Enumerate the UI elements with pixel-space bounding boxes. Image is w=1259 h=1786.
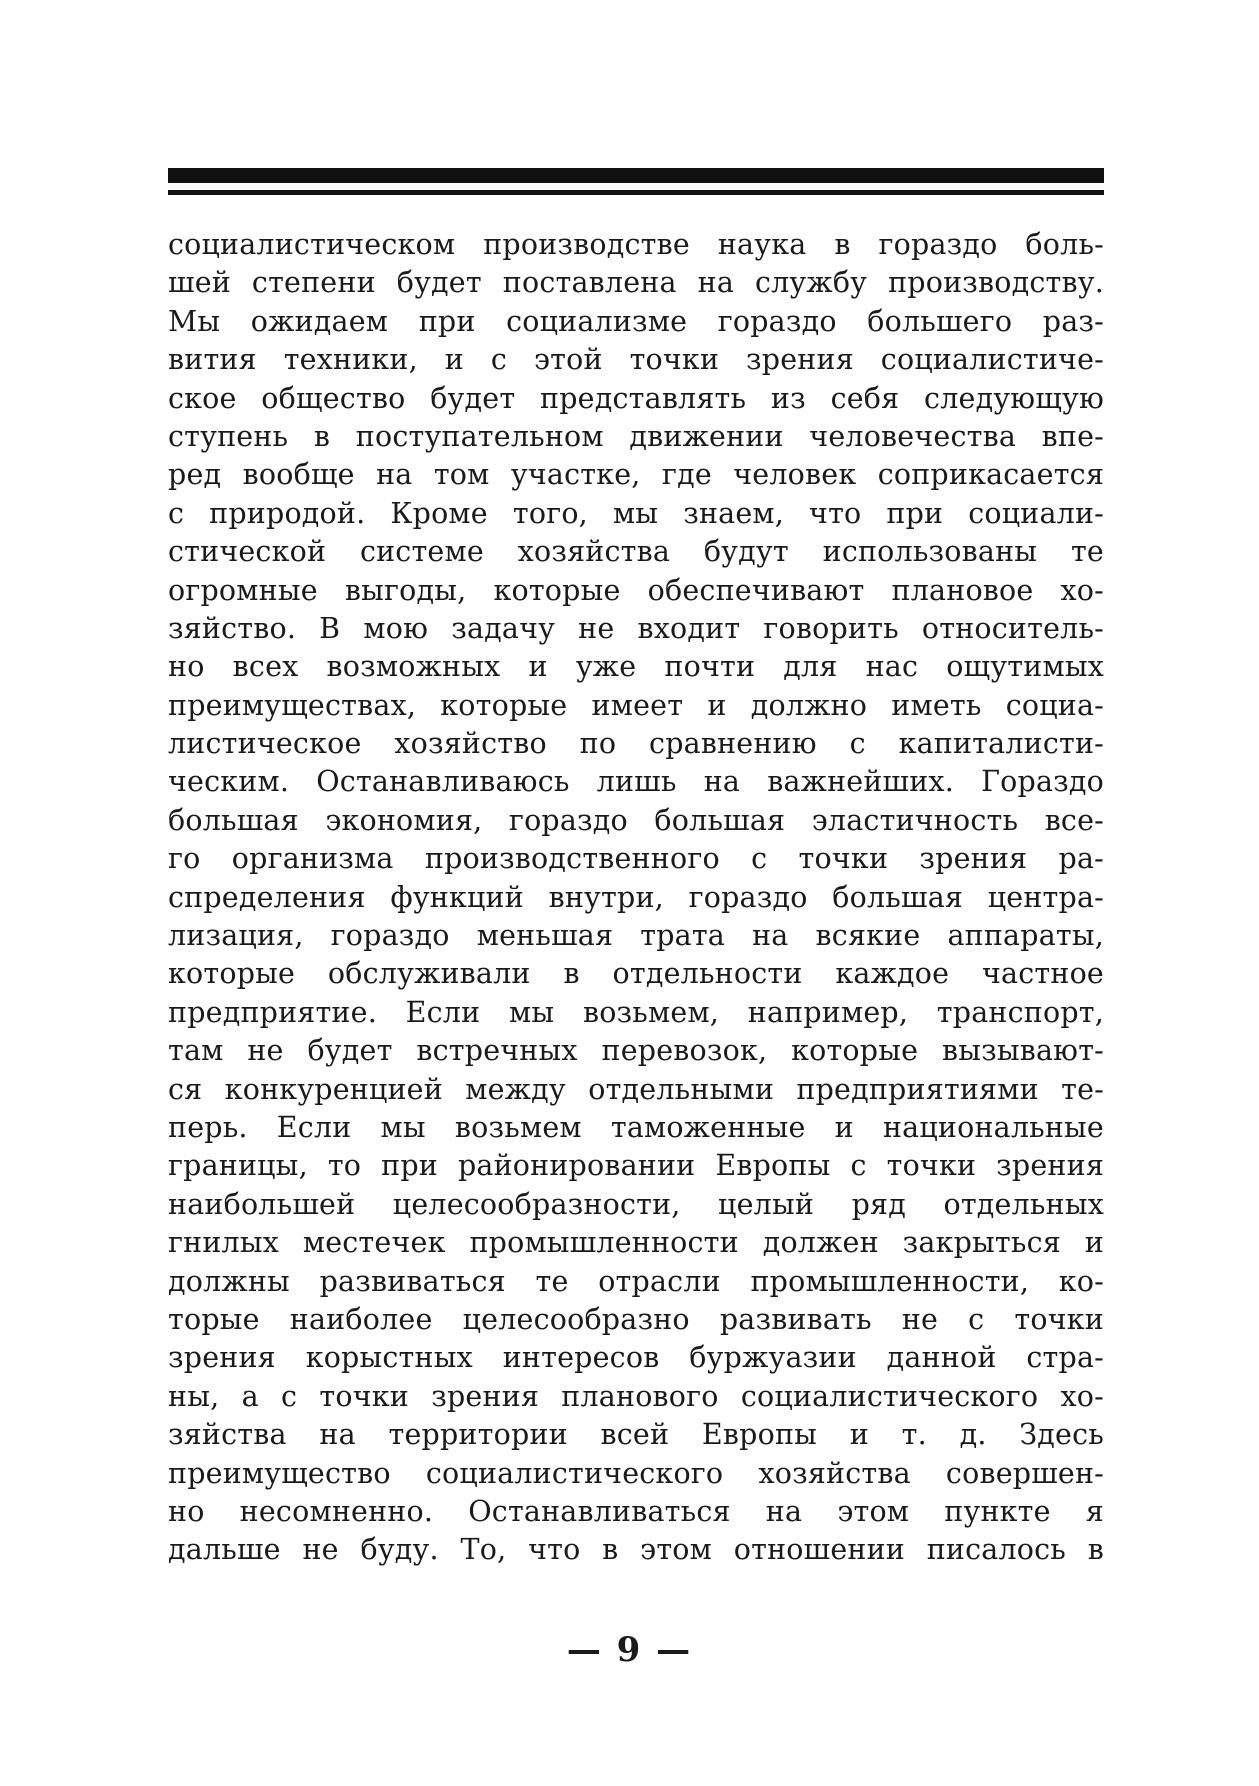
text-line: но несомненно. Останавливаться на этом пункте я bbox=[168, 1494, 1104, 1528]
header-rule-thick bbox=[168, 168, 1104, 183]
text-line: зяйство. В мою задачу не входит говорить относитель- bbox=[168, 611, 1104, 645]
text-line: перь. Если мы возьмем таможенные и национальные bbox=[168, 1110, 1104, 1144]
header-rule-thin bbox=[168, 190, 1104, 195]
text-line: ступень в поступательном движении человечества впе- bbox=[168, 419, 1104, 453]
text-line: зяйства на территории всей Европы и т. д. Здесь bbox=[168, 1418, 1104, 1452]
text-line: преимущество социалистического хозяйства совершен- bbox=[168, 1456, 1104, 1490]
text-line: гнилых местечек промышленности должен закрыться и bbox=[168, 1226, 1104, 1260]
text-line: ны, а с точки зрения планового социалистического хо- bbox=[168, 1379, 1104, 1413]
text-line: лизация, гораздо меньшая трата на всякие аппараты, bbox=[168, 919, 1104, 953]
page-number: — 9 — bbox=[566, 1630, 693, 1670]
text-line: ся конкуренцией между отдельными предприятиями те- bbox=[168, 1072, 1104, 1106]
text-line: которые обслуживали в отдельности каждое частное bbox=[168, 957, 1104, 991]
text-line: го организма производственного с точки зрения ра- bbox=[168, 842, 1104, 876]
text-line: спределения функций внутри, гораздо большая центра- bbox=[168, 880, 1104, 914]
text-line: вития техники, и с этой точки зрения социалистиче- bbox=[168, 343, 1104, 377]
text-line: ское общество будет представлять из себя следующую bbox=[168, 381, 1104, 415]
text-line: ческим. Останавливаюсь лишь на важнейших. Гораздо bbox=[168, 765, 1104, 799]
text-line: дальше не буду. То, что в этом отношении писалось в bbox=[168, 1533, 1104, 1567]
text-line: зрения корыстных интересов буржуазии данной стра- bbox=[168, 1341, 1104, 1375]
text-line: границы, то при районировании Европы с точки зрения bbox=[168, 1149, 1104, 1183]
body-text bbox=[168, 226, 1104, 1570]
text-line: преимуществах, которые имеет и должно иметь социа- bbox=[168, 688, 1104, 722]
text-line: ред вообще на том участке, где человек соприкасается bbox=[168, 458, 1104, 492]
text-line: наибольшей целесообразности, целый ряд отдельных bbox=[168, 1187, 1104, 1221]
text-line: шей степени будет поставлена на службу производству. bbox=[168, 266, 1104, 300]
text-line: социалистическом производстве наука в гораздо боль- bbox=[168, 228, 1104, 261]
text-line: но всех возможных и уже почти для нас ощутимых bbox=[168, 650, 1104, 684]
text-line: огромные выгоды, которые обеспечивают плановое хо- bbox=[168, 573, 1104, 607]
text-line: с природой. Кроме того, мы знаем, что при социали- bbox=[168, 496, 1104, 530]
text-line: большая экономия, гораздо большая эластичность все- bbox=[168, 803, 1104, 837]
text-line: стической системе хозяйства будут использованы те bbox=[168, 535, 1104, 569]
text-line: должны развиваться те отрасли промышленности, ко- bbox=[168, 1264, 1104, 1298]
text-line: торые наиболее целесообразно развивать не с точки bbox=[168, 1302, 1104, 1336]
text-line: там не будет встречных перевозок, которые вызывают- bbox=[168, 1034, 1104, 1068]
text-line: предприятие. Если мы возьмем, например, транспорт, bbox=[168, 995, 1104, 1029]
text-line: Мы ожидаем при социализме гораздо большего раз- bbox=[168, 304, 1104, 338]
text-line: листическое хозяйство по сравнению с капиталисти- bbox=[168, 727, 1104, 761]
